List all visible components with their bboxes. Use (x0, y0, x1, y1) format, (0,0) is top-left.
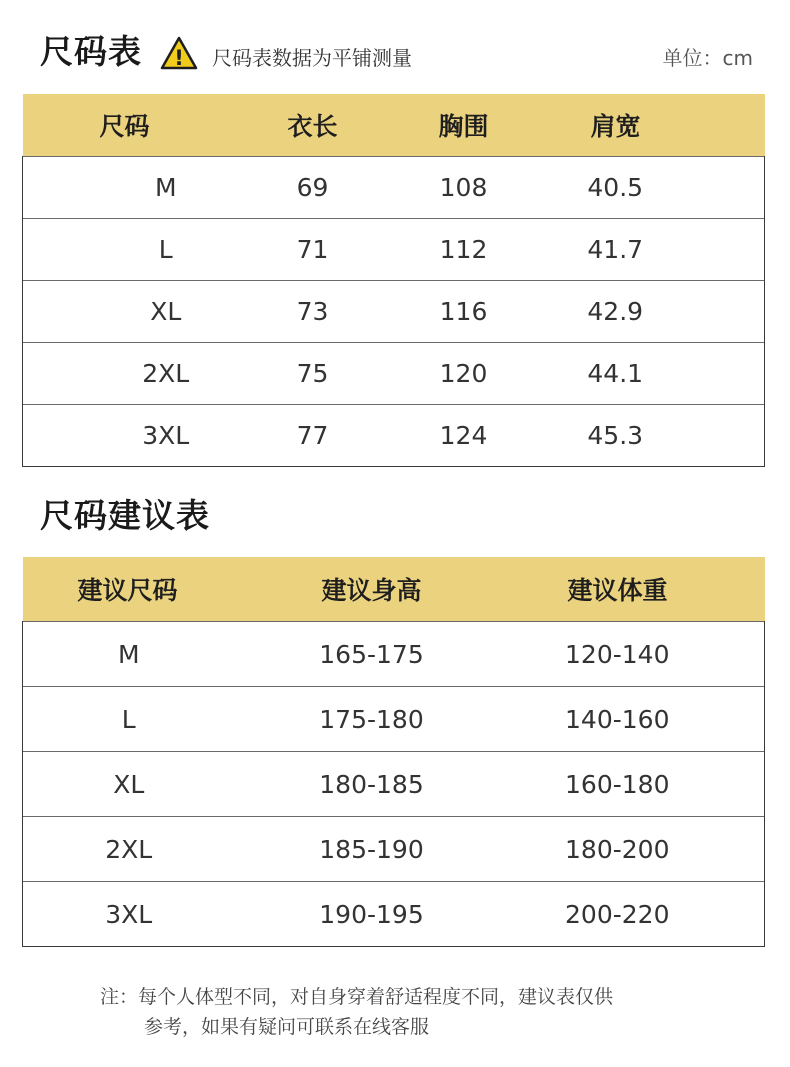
cell-recommended-height: 165-175 (241, 622, 501, 687)
cell-shoulder: 44.1 (539, 343, 765, 405)
cell-recommended-height: 175-180 (241, 687, 501, 752)
table-row (23, 622, 765, 687)
cell-length: 75 (237, 343, 383, 405)
column-header-recommended-height: 建议身高 (241, 557, 501, 622)
column-header-shoulder: 肩宽 (539, 94, 765, 157)
cell-size: 3XL (23, 405, 237, 467)
cell-length: 77 (237, 405, 383, 467)
footnote (100, 982, 740, 1042)
cell-recommended-weight: 120-140 (501, 622, 765, 687)
cell-chest: 124 (383, 405, 539, 467)
size-chart-title: 尺码表 (40, 32, 142, 71)
cell-size: L (23, 219, 237, 281)
column-header-size: 尺码 (23, 94, 237, 157)
recommend-chart-table (22, 557, 765, 947)
footnote-line-2: 参考，如果有疑问可联系在线客服 (144, 1016, 430, 1038)
table-row (23, 882, 765, 947)
table-row (23, 343, 765, 405)
column-header-recommended-size: 建议尺码 (23, 557, 241, 622)
cell-chest: 108 (383, 157, 539, 219)
column-header-recommended-weight: 建议体重 (501, 557, 765, 622)
cell-size: XL (23, 281, 237, 343)
cell-recommended-height: 190-195 (241, 882, 501, 947)
table-header-row (23, 94, 765, 157)
column-header-chest: 胸围 (383, 94, 539, 157)
table-row (23, 405, 765, 467)
cell-shoulder: 42.9 (539, 281, 765, 343)
cell-length: 69 (237, 157, 383, 219)
cell-recommended-size: M (23, 622, 241, 687)
recommend-chart-title: 尺码建议表 (40, 496, 210, 535)
cell-recommended-weight: 180-200 (501, 817, 765, 882)
cell-recommended-weight: 160-180 (501, 752, 765, 817)
column-header-length: 衣长 (237, 94, 383, 157)
table-row (23, 219, 765, 281)
cell-size: 2XL (23, 343, 237, 405)
cell-recommended-height: 180-185 (241, 752, 501, 817)
cell-chest: 120 (383, 343, 539, 405)
table-row (23, 817, 765, 882)
cell-recommended-size: 3XL (23, 882, 241, 947)
table-row (23, 752, 765, 817)
cell-shoulder: 45.3 (539, 405, 765, 467)
cell-recommended-size: 2XL (23, 817, 241, 882)
size-chart-header (0, 0, 790, 94)
cell-length: 73 (237, 281, 383, 343)
table-header-row (23, 557, 765, 622)
cell-shoulder: 41.7 (539, 219, 765, 281)
footnote-line-1: 注：每个人体型不同，对自身穿着舒适程度不同，建议表仅供 (100, 986, 614, 1008)
table-row (23, 157, 765, 219)
size-chart-table (22, 94, 765, 467)
size-chart-note: 尺码表数据为平铺测量 (212, 46, 412, 70)
cell-recommended-size: XL (23, 752, 241, 817)
cell-size: M (23, 157, 237, 219)
cell-recommended-weight: 200-220 (501, 882, 765, 947)
cell-length: 71 (237, 219, 383, 281)
cell-recommended-height: 185-190 (241, 817, 501, 882)
cell-chest: 112 (383, 219, 539, 281)
cell-chest: 116 (383, 281, 539, 343)
cell-recommended-size: L (23, 687, 241, 752)
cell-shoulder: 40.5 (539, 157, 765, 219)
warning-mark: ! (174, 46, 184, 70)
unit-label: 单位：cm (662, 46, 753, 70)
cell-recommended-weight: 140-160 (501, 687, 765, 752)
warning-triangle-icon (160, 36, 198, 70)
table-row (23, 687, 765, 752)
table-row (23, 281, 765, 343)
